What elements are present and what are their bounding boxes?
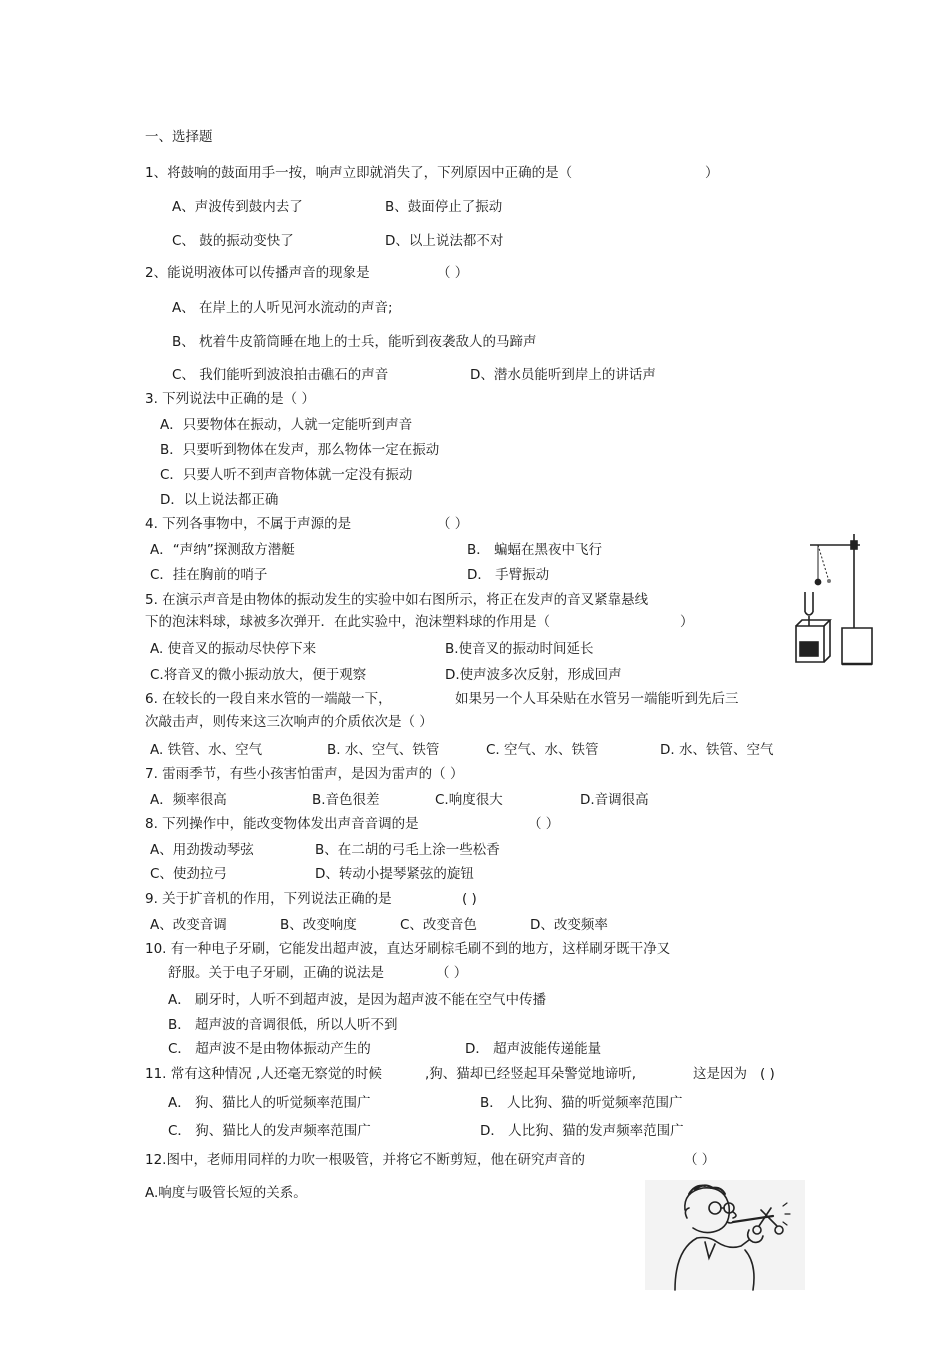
question-7-option-a: A．频率很高 (150, 792, 227, 808)
question-7-option-c: C.响度很大 (435, 792, 503, 808)
question-3-stem: 3. 下列说法中正确的是（ ） (145, 391, 315, 407)
question-10-option-c: C． 超声波不是由物体振动产生的 (168, 1041, 371, 1057)
question-11-stem-b: ,狗、猫却已经竖起耳朵警觉地谛听, (425, 1066, 637, 1082)
question-8-stem: 8. 下列操作中，能改变物体发出声音音调的是 (145, 816, 419, 832)
question-9-option-b: B、改变响度 (280, 917, 357, 933)
question-10-line-1: 10. 有一种电子牙刷，它能发出超声波，直达牙刷棕毛刷不到的地方，这样刷牙既干净又 (145, 941, 671, 957)
question-6-option-c: C. 空气、水、铁管 (486, 742, 599, 758)
question-9-option-a: A、改变音调 (150, 917, 227, 933)
question-11-option-a: A． 狗、猫比人的听觉频率范围广 (168, 1095, 371, 1111)
question-2-stem: 2、能说明液体可以传播声音的现象是 (145, 265, 370, 281)
question-5-option-c: C.将音叉的微小振动放大，便于观察 (150, 667, 367, 683)
question-11-option-d: D． 人比狗、猫的发声频率范围广 (480, 1123, 684, 1139)
question-9-option-c: C、改变音色 (400, 917, 477, 933)
question-8-option-c: C、使劲拉弓 (150, 866, 227, 882)
question-1-close: ） (705, 165, 719, 181)
question-5-option-b: B.使音叉的振动时间延长 (445, 641, 594, 657)
question-2-option-b: B、 枕着牛皮箭筒睡在地上的士兵，能听到夜袭敌人的马蹄声 (172, 334, 537, 350)
question-2-option-d: D、潜水员能听到岸上的讲话声 (470, 367, 656, 383)
question-1-option-b: B、鼓面停止了振动 (385, 199, 503, 215)
question-10-option-b: B． 超声波的音调很低，所以人听不到 (168, 1017, 398, 1033)
question-7-option-b: B.音色很差 (312, 792, 380, 808)
question-12-stem: 12.图中，老师用同样的力吹一根吸管，并将它不断剪短，他在研究声音的 (145, 1152, 585, 1168)
question-10-option-a: A． 刷牙时，人听不到超声波，是因为超声波不能在空气中传播 (168, 992, 547, 1008)
question-4-stem: 4. 下列各事物中，不属于声源的是 (145, 516, 352, 532)
question-2-paren: （ ） (437, 265, 469, 281)
tuning-fork-apparatus-figure (788, 530, 883, 670)
question-7-option-d: D.音调很高 (580, 792, 649, 808)
question-11-stem-a: 11. 常有这种情况 ,人还毫无察觉的时候 (145, 1066, 382, 1082)
question-10-option-d: D． 超声波能传递能量 (465, 1041, 602, 1057)
question-3-option-a: A．只要物体在振动，人就一定能听到声音 (160, 417, 413, 433)
question-6-option-a: A. 铁管、水、空气 (150, 742, 263, 758)
question-8-option-a: A、用劲拨动琴弦 (150, 842, 254, 858)
question-1-option-c: C、 鼓的振动变快了 (172, 233, 294, 249)
question-2-option-c: C、 我们能听到波浪拍击礁石的声音 (172, 367, 389, 383)
question-6-line-1a: 6. 在较长的一段自来水管的一端敲一下， (145, 691, 392, 707)
question-4-option-d: D． 手臂振动 (467, 567, 550, 583)
question-3-option-d: D．以上说法都正确 (160, 492, 279, 508)
question-3-option-c: C．只要人听不到声音物体就一定没有振动 (160, 467, 413, 483)
question-4-option-a: A．“声纳”探测敌方潜艇 (150, 542, 295, 558)
question-4-option-c: C．挂在胸前的哨子 (150, 567, 268, 583)
question-1-stem: 1、将鼓响的鼓面用手一按，响声立即就消失了，下列原因中正确的是（ (145, 165, 573, 181)
question-6-line-2: 次敲击声，则传来这三次响声的介质依次是（ ） (145, 714, 433, 730)
question-5-close: ） (680, 614, 694, 630)
question-10-paren: （ ） (436, 965, 468, 981)
question-4-paren: （ ） (437, 516, 469, 532)
question-1-option-a: A、声波传到鼓内去了 (172, 199, 303, 215)
question-11-paren: ( ) (760, 1066, 775, 1082)
question-11-option-b: B． 人比狗、猫的听觉频率范围广 (480, 1095, 683, 1111)
question-11-option-c: C． 狗、猫比人的发声频率范围广 (168, 1123, 371, 1139)
question-1-option-d: D、以上说法都不对 (385, 233, 504, 249)
question-8-paren: （ ） (528, 816, 560, 832)
question-5-line-2: 下的泡沫料球，球被多次弹开．在此实验中，泡沫塑料球的作用是（ (145, 614, 550, 630)
question-12-option-a: A.响度与吸管长短的关系。 (145, 1185, 307, 1201)
question-5-option-a: A. 使音叉的振动尽快停下来 (150, 641, 317, 657)
question-11-stem-c: 这是因为 (693, 1066, 747, 1082)
question-6-line-1b: 如果另一个人耳朵贴在水管另一端能听到先后三 (455, 691, 739, 707)
question-3-option-b: B．只要听到物体在发声，那么物体一定在振动 (160, 442, 440, 458)
question-6-option-b: B. 水、空气、铁管 (327, 742, 440, 758)
teacher-blowing-straw-figure (645, 1180, 805, 1290)
question-7-stem: 7. 雷雨季节，有些小孩害怕雷声，是因为雷声的（ ） (145, 766, 464, 782)
question-9-stem: 9. 关于扩音机的作用，下列说法正确的是 (145, 891, 392, 907)
question-12-paren: （ ） (684, 1152, 716, 1168)
question-5-line-1: 5. 在演示声音是由物体的振动发生的实验中如右图所示，将正在发声的音叉紧靠悬线 (145, 592, 649, 608)
question-2-option-a: A、 在岸上的人听见河水流动的声音; (172, 300, 393, 316)
question-9-paren: ( ) (462, 891, 477, 907)
question-4-option-b: B． 蝙蝠在黑夜中飞行 (467, 542, 603, 558)
section-title: 一、选择题 (145, 129, 213, 145)
question-8-option-b: B、在二胡的弓毛上涂一些松香 (315, 842, 500, 858)
question-6-option-d: D. 水、铁管、空气 (660, 742, 774, 758)
question-8-option-d: D、转动小提琴紧弦的旋钮 (315, 866, 474, 882)
question-10-line-2: 舒服。关于电子牙刷，正确的说法是 (168, 965, 384, 981)
question-9-option-d: D、改变频率 (530, 917, 608, 933)
question-5-option-d: D.使声波多次反射，形成回声 (445, 667, 622, 683)
